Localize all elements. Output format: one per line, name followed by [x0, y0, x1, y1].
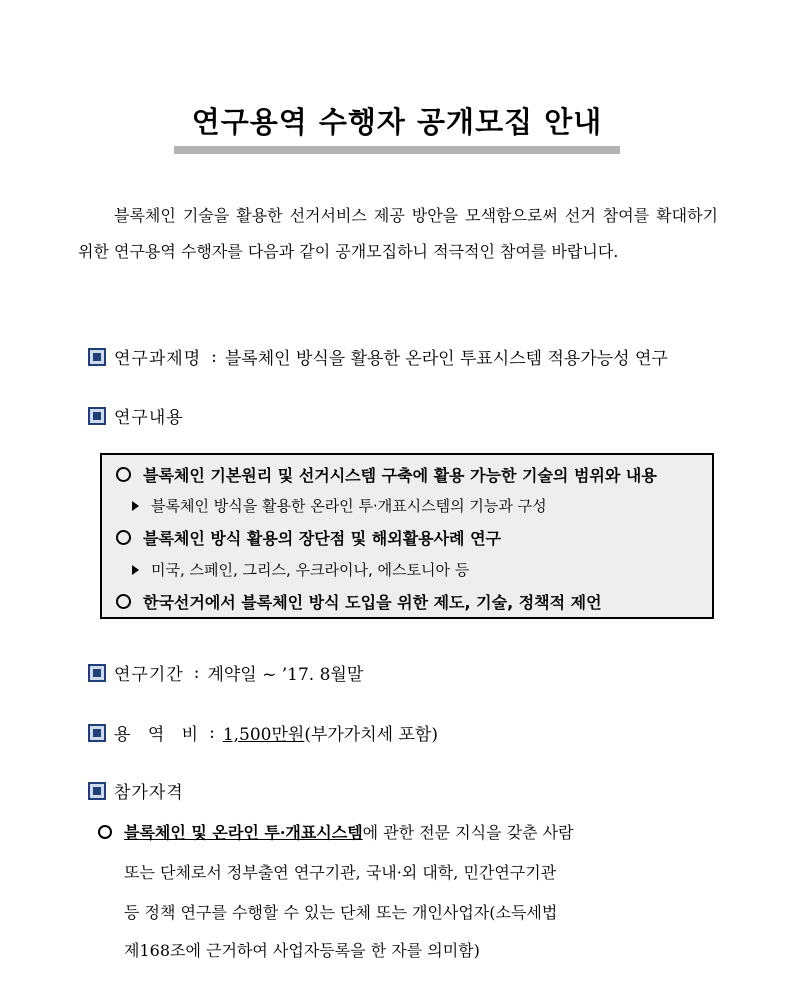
- square-bullet-icon: [88, 724, 106, 742]
- content-item: [116, 590, 602, 613]
- separator: :: [211, 346, 217, 367]
- section-cost: [88, 720, 438, 745]
- title-underline-bar: [174, 146, 620, 154]
- section-eligibility: [88, 778, 184, 803]
- content-subitem-text: 블록체인 방식을 활용한 온라인 투·개표시스템의 기능과 구성: [151, 497, 547, 515]
- circle-bullet-icon: [116, 467, 131, 482]
- eligibility-line: [98, 820, 574, 843]
- content-item: [116, 526, 501, 549]
- square-bullet-icon: [88, 664, 106, 682]
- section-period: [88, 660, 363, 685]
- triangle-bullet-icon: [132, 565, 139, 575]
- content-subitem: [132, 495, 547, 516]
- section-label: 참가자격: [114, 783, 184, 803]
- eligibility-line: 제168조에 근거하여 사업자등록을 한 자를 의미함): [124, 941, 480, 960]
- section-label: 연구내용: [114, 408, 184, 428]
- content-item: [116, 463, 657, 486]
- research-content-box: [100, 453, 714, 619]
- separator: :: [193, 662, 200, 683]
- intro-paragraph: 블록체인 기술을 활용한 선거서비스 제공 방안을 모색함으로써 선거 참여를 확대하기 위한 연구용역 수행자를 다음과 같이 공개모집하니 적극적인 참여를 바랍니다.: [78, 206, 718, 261]
- circle-bullet-icon: [116, 594, 131, 609]
- research-title-value: 블록체인 방식을 활용한 온라인 투표시스템 적용가능성 연구: [224, 349, 668, 369]
- period-value: 계약일 ~ ’17. 8월말: [207, 665, 364, 685]
- content-subitem: [132, 559, 469, 580]
- section-label: 용 역 비: [114, 725, 200, 745]
- section-research-content: [88, 403, 184, 428]
- square-bullet-icon: [88, 782, 106, 800]
- circle-bullet-icon: [116, 530, 131, 545]
- section-label: 연구과제명: [114, 349, 202, 369]
- content-item-text: 블록체인 방식 활용의 장단점 및 해외활용사례 연구: [143, 529, 501, 548]
- page-title: 연구용역 수행자 공개모집 안내: [191, 105, 603, 139]
- content-item-text: 블록체인 기본원리 및 선거시스템 구축에 활용 가능한 기술의 범위와 내용: [143, 466, 657, 485]
- content-item-text: 한국선거에서 블록체인 방식 도입을 위한 제도, 기술, 정책적 제언: [143, 593, 602, 612]
- eligibility-line: 또는 단체로서 정부출연 연구기관, 국내·외 대학, 민간연구기관: [124, 863, 557, 882]
- section-research-title: [88, 344, 668, 369]
- content-subitem-text: 미국, 스페인, 그리스, 우크라이나, 에스토니아 등: [151, 561, 470, 579]
- circle-bullet-icon: [98, 825, 112, 839]
- triangle-bullet-icon: [132, 501, 139, 511]
- eligibility-line: 등 정책 연구를 수행할 수 있는 단체 또는 개인사업자(소득세법: [124, 903, 558, 922]
- cost-note: (부가가치세 포함): [304, 725, 438, 745]
- separator: :: [209, 722, 215, 743]
- section-label: 연구기간: [114, 665, 184, 685]
- eligibility-highlight: 블록체인 및 온라인 투·개표시스템: [124, 823, 363, 842]
- square-bullet-icon: [88, 407, 106, 425]
- cost-amount: 1,500만원: [222, 725, 305, 745]
- square-bullet-icon: [88, 348, 106, 366]
- eligibility-text: 에 관한 전문 지식을 갖춘 사람: [362, 823, 574, 842]
